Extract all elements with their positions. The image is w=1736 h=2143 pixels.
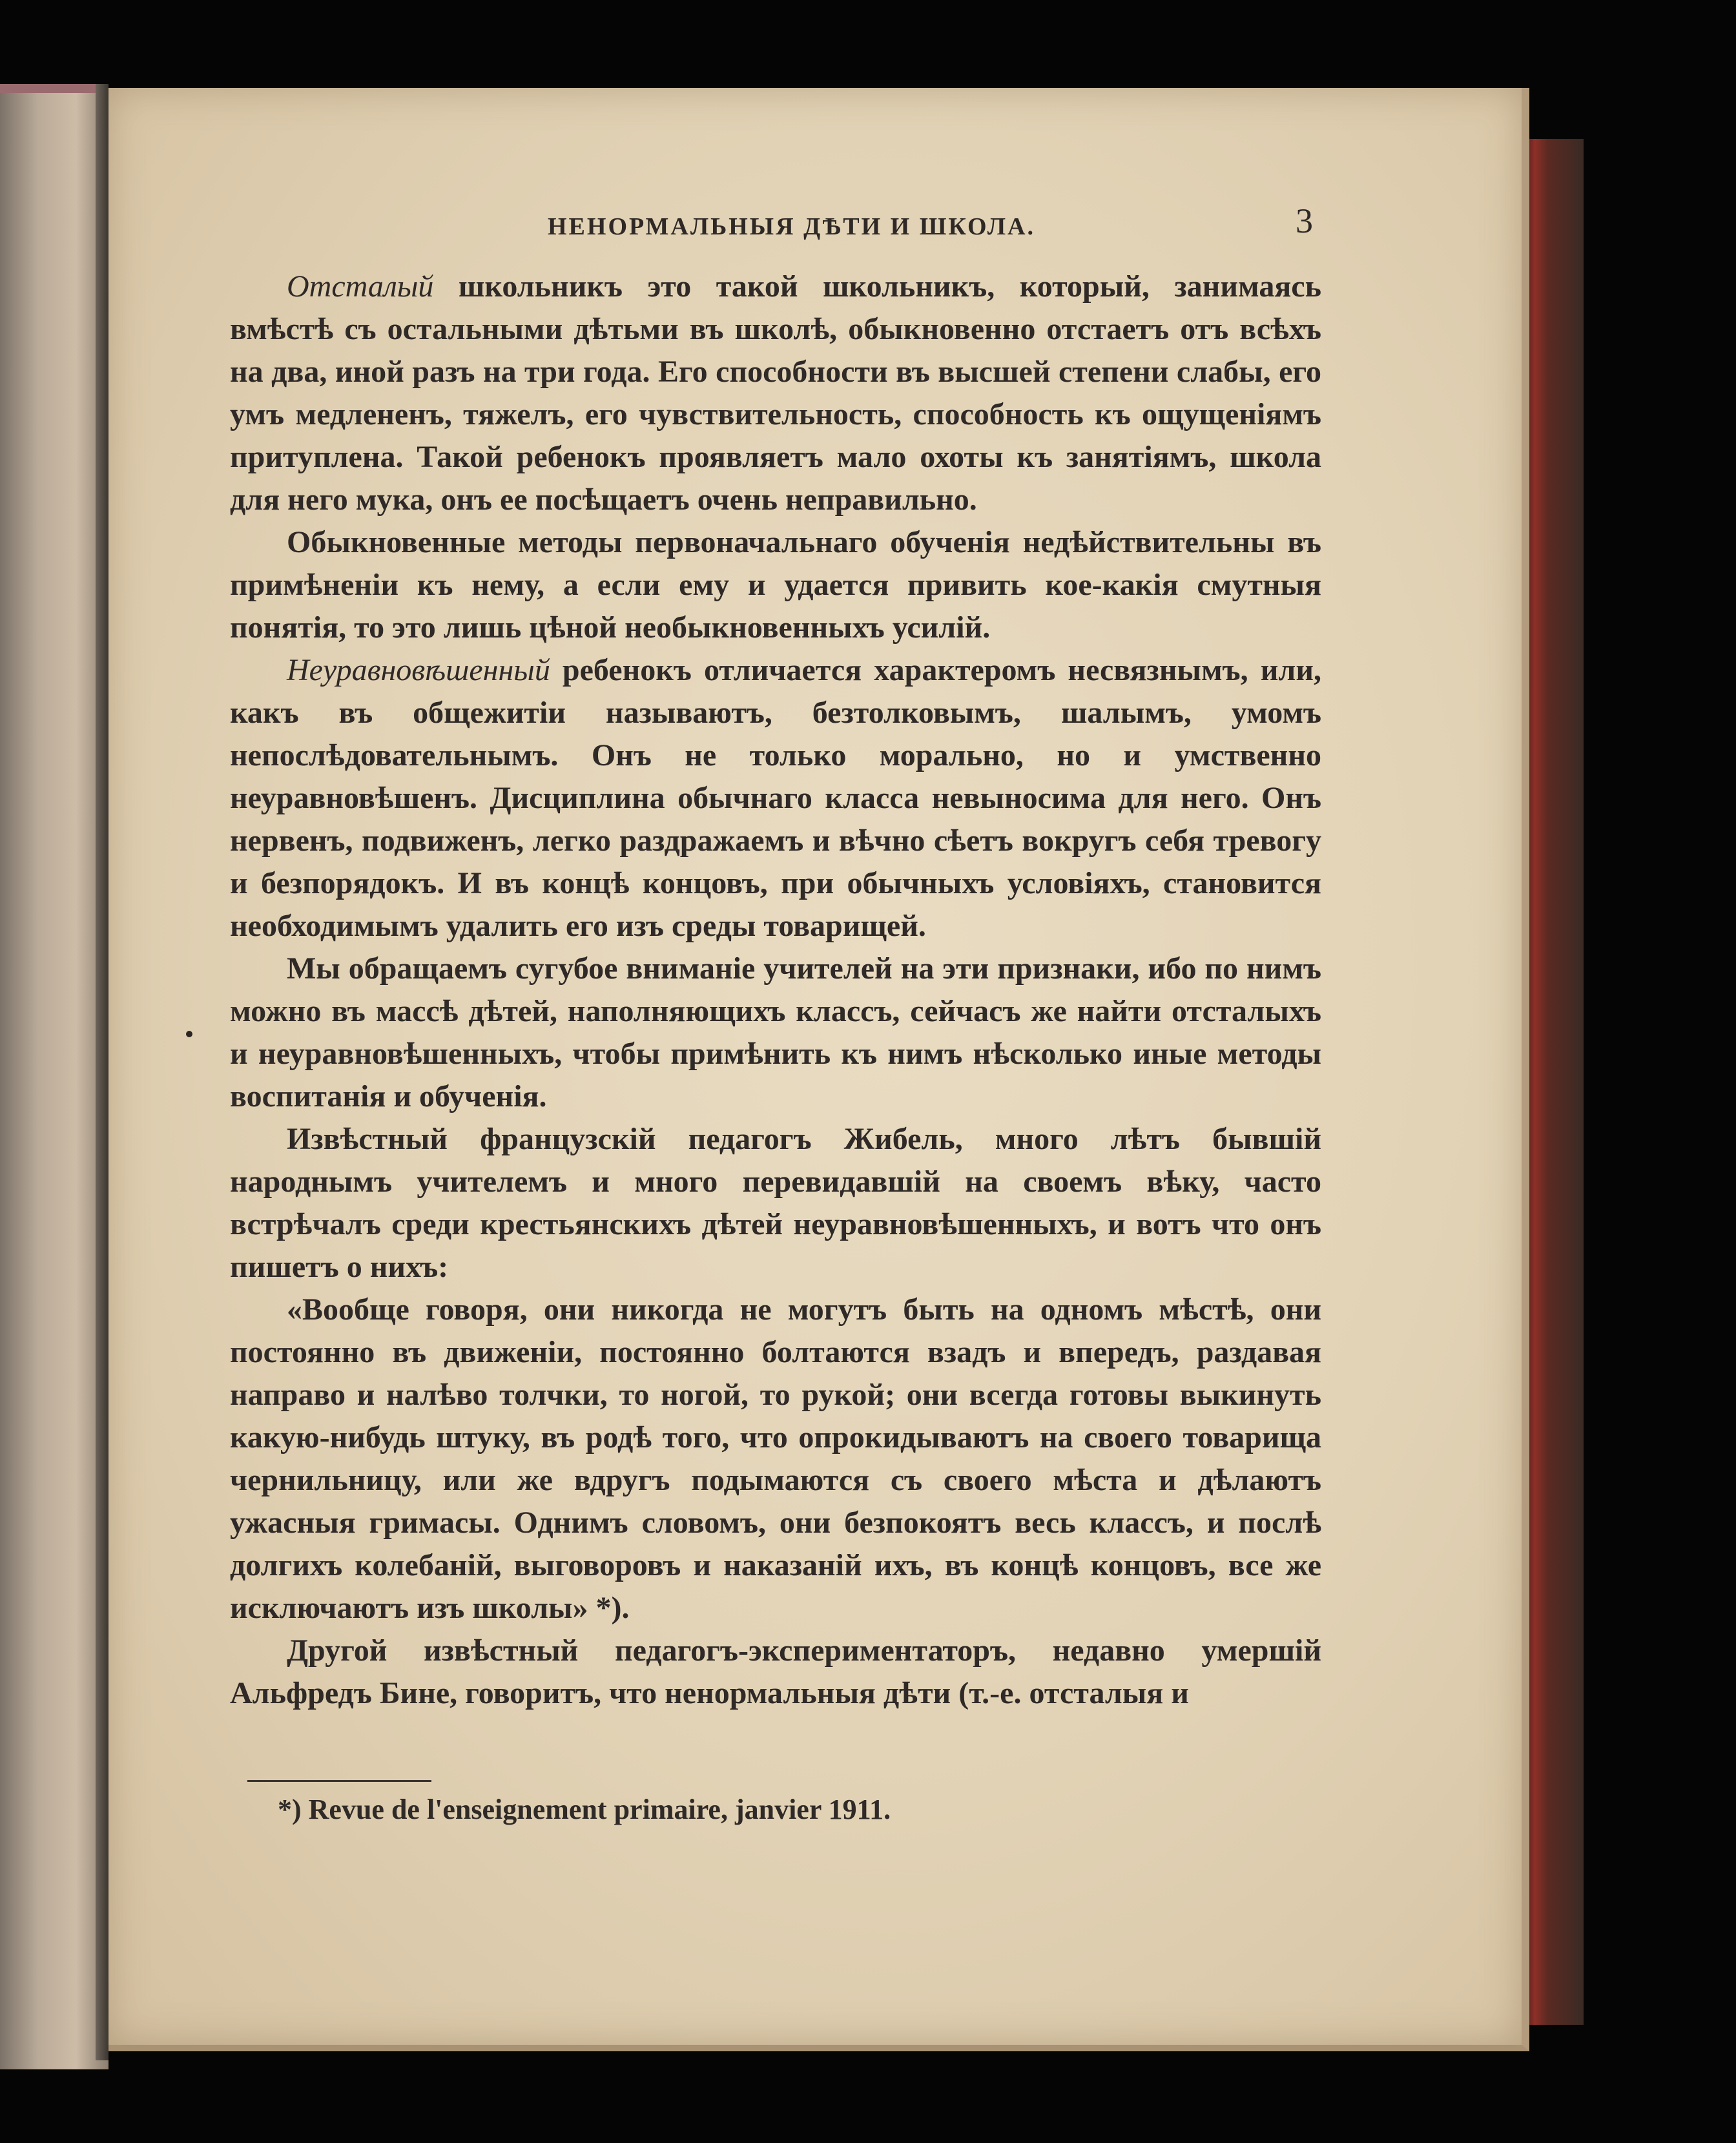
paragraph-text: «Вообще говоря, они никогда не могутъ быть на одномъ мѣстѣ, они постоянно въ движеніи, постоянно болтаются взадъ и впередъ, раздавая направо и налѣво толчки, то ногой, то рукой; они всегда готовы выкинуть какую-нибудь штуку, въ родѣ того, что опрокидываютъ на своего товарища чернильницу, или же вдругъ подымаются съ своего мѣста и дѣлаютъ ужасныя гримасы. Однимъ словомъ, они безпокоятъ весь классъ, и послѣ долгихъ колебаній, выговоровъ и наказаній ихъ, въ концѣ концовъ, все же исключаютъ изъ школы» *).	[230, 1292, 1321, 1625]
paragraph	[230, 265, 1321, 521]
page-number: 3	[1296, 202, 1313, 240]
paragraph-text: ребенокъ отличается характеромъ несвязнымъ, или, какъ въ общежитіи называютъ, безтолковымъ, шалымъ, умомъ непослѣдовательнымъ. Онъ не только морально, но и умственно неуравновѣшенъ. Дисциплина обычнаго класса невыносима для него. Онъ нервенъ, подвиженъ, легко раздражаемъ и вѣчно сѣетъ вокругъ себя тревогу и безпорядокъ. И въ концѣ концовъ, при обычныхъ условіяхъ, становится необходимымъ удалить его изъ среды товарищей.	[230, 653, 1321, 943]
italic-term: Неуравновѣшенный	[287, 653, 550, 687]
running-head: НЕНОРМАЛЬНЫЯ ДѢТИ И ШКОЛА.	[548, 213, 1035, 240]
paragraph-text: Обыкновенные методы первоначальнаго обученія недѣйствительны въ примѣненіи къ нему, а если ему и удается привить кое-какія смутныя понятія, то это лишь цѣной необыкновенныхъ усилій.	[230, 525, 1321, 645]
paragraph-text: Мы обращаемъ сугубое вниманіе учителей на эти признаки, ибо по нимъ можно въ массѣ дѣтей, наполняющихъ классъ, сейчасъ же найти отсталыхъ и неуравновѣшенныхъ, чтобы примѣнить къ нимъ нѣсколько иные методы воспитанія и обученія.	[230, 951, 1321, 1113]
footnote: *) Revue de l'enseignement primaire, janvier 1911.	[278, 1794, 891, 1825]
book-gutter	[96, 84, 108, 2060]
left-page-edge	[0, 84, 108, 2069]
paragraph-text: Извѣстный французскій педагогъ Жибель, много лѣтъ бывшій народнымъ учителемъ и много перевидавшій на своемъ вѣку, часто встрѣчалъ среди крестьянскихъ дѣтей неуравновѣшенныхъ, и вотъ что онъ пишетъ о нихъ:	[230, 1122, 1321, 1284]
paragraph	[230, 1289, 1321, 1630]
paragraph	[230, 1118, 1321, 1289]
body-text	[230, 265, 1321, 1715]
page-header	[108, 201, 1522, 253]
paragraph	[230, 521, 1321, 649]
book-binding	[1524, 139, 1584, 2025]
footnote-rule	[247, 1780, 431, 1782]
paragraph	[230, 1630, 1321, 1715]
italic-term: Отсталый	[287, 269, 434, 304]
paragraph	[230, 947, 1321, 1118]
book-page	[108, 88, 1529, 2051]
paragraph-text: Другой извѣстный педагогъ-экспериментаторъ, недавно умершій Альфредъ Бине, говоритъ, что ненормальныя дѣти (т.-е. отсталыя и	[230, 1633, 1321, 1710]
paragraph	[230, 649, 1321, 947]
paragraph-text: школьникъ это такой школьникъ, который, занимаясь вмѣстѣ съ остальными дѣтьми въ школѣ, обыкновенно отстаетъ отъ всѣхъ на два, иной разъ на три года. Его способности въ высшей степени слабы, его умъ медлененъ, тяжелъ, его чувствительность, способность къ ощущеніямъ притуплена. Такой ребенокъ проявляетъ мало охоты къ занятіямъ, школа для него мука, онъ ее посѣщаетъ очень неправильно.	[230, 269, 1321, 517]
ink-speck	[186, 1031, 192, 1037]
